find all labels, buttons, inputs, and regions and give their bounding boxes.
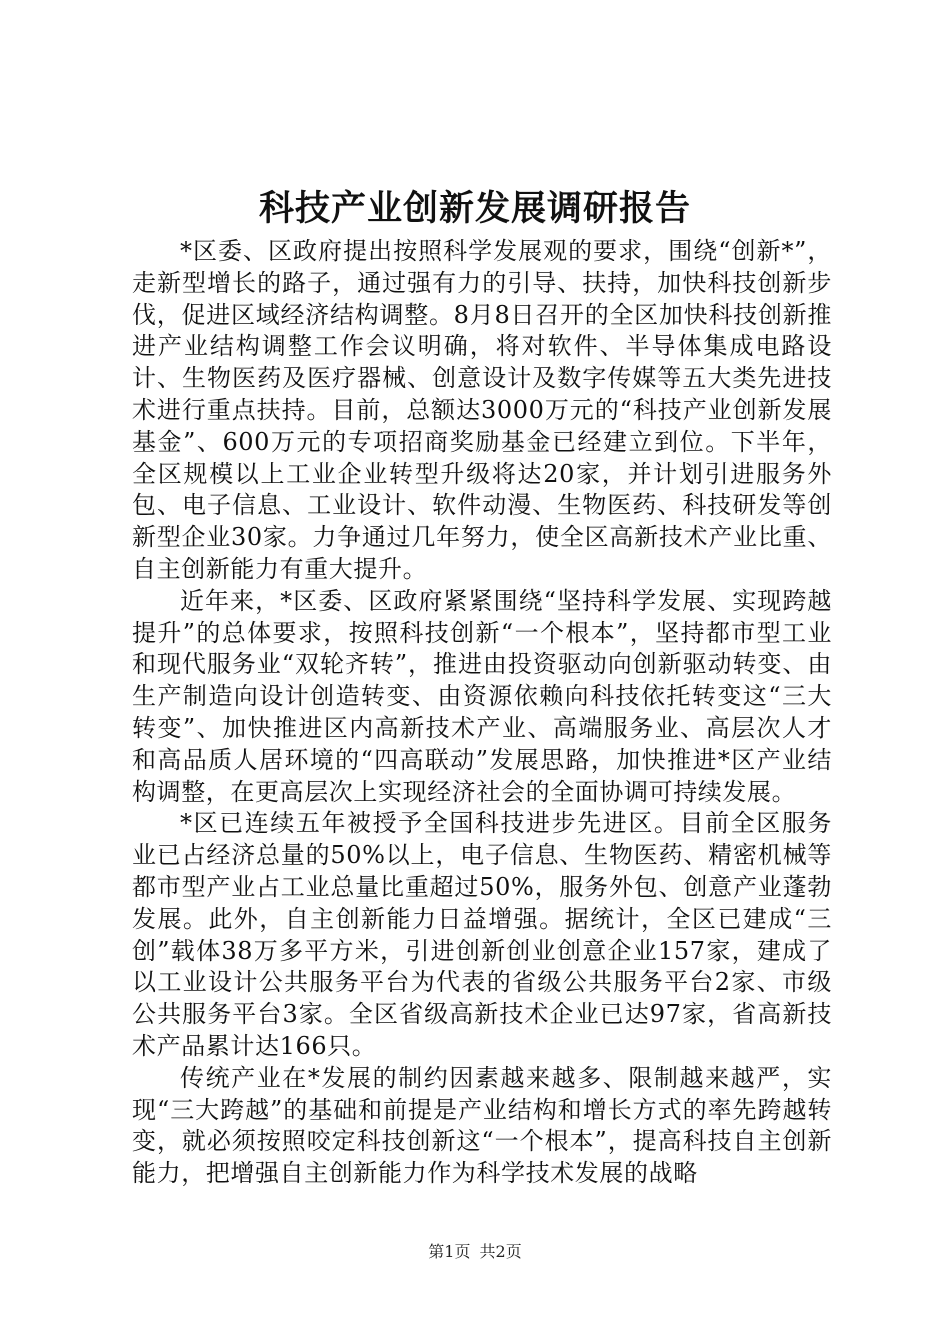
- paragraph-3: *区已连续五年被授予全国科技进步先进区。目前全区服务业已占经济总量的50%以上，电子信息、生物医药、精密机械等都市型产业占工业总量比重超过50%，服务外包、创意产业蓬勃发展。此外，自主创新能力日益增强。据统计，全区已建成“三创”载体38万多平方米，引进创新创业创意企业157家，建成了以工业设计公共服务平台为代表的省级公共服务平台2家、市级公共服务平台3家。全区省级高新技术企业已达97家，省高新技术产品累计达166只。: [132, 809, 832, 1060]
- page-number: 第1页: [428, 1242, 471, 1261]
- page-footer: [0, 1242, 950, 1262]
- paragraph-1: *区委、区政府提出按照科学发展观的要求，围绕“创新*”，走新型增长的路子，通过强有力的引导、扶持，加快科技创新步伐，促进区域经济结构调整。8月8日召开的全区加快科技创新推进产业结构调整工作会议明确，将对软件、半导体集成电路设计、生物医药及医疗器械、创意设计及数字传媒等五大类先进技术进行重点扶持。目前，总额达3000万元的“科技产业创新发展基金”、600万元的专项招商奖励基金已经建立到位。下半年，全区规模以上工业企业转型升级将达20家，并计划引进服务外包、电子信息、工业设计、软件动漫、生物医药、科技研发等创新型企业30家。力争通过几年努力，使全区高新技术产业比重、自主创新能力有重大提升。: [132, 237, 832, 583]
- paragraph-4: 传统产业在*发展的制约因素越来越多、限制越来越严，实现“三大跨越”的基础和前提是产业结构和增长方式的率先跨越转变，就必须按照咬定科技创新这“一个根本”，提高科技自主创新能力，把增强自主创新能力作为科学技术发展的战略: [132, 1063, 832, 1188]
- document-title: 科技产业创新发展调研报告: [258, 188, 691, 229]
- paragraph-2: 近年来，*区委、区政府紧紧围绕“坚持科学发展、实现跨越提升”的总体要求，按照科技创新“一个根本”，坚持都市型工业和现代服务业“双轮齐转”，推进由投资驱动向创新驱动转变、由生产制造向设计创造转变、由资源依赖向科技依托转变这“三大转变”、加快推进区内高新技术产业、高端服务业、高层次人才和高品质人居环境的“四高联动”发展思路，加快推进*区产业结构调整，在更高层次上实现经济社会的全面协调可持续发展。: [132, 586, 832, 806]
- page-total: 共2页: [479, 1242, 522, 1261]
- document-body: [132, 236, 832, 1190]
